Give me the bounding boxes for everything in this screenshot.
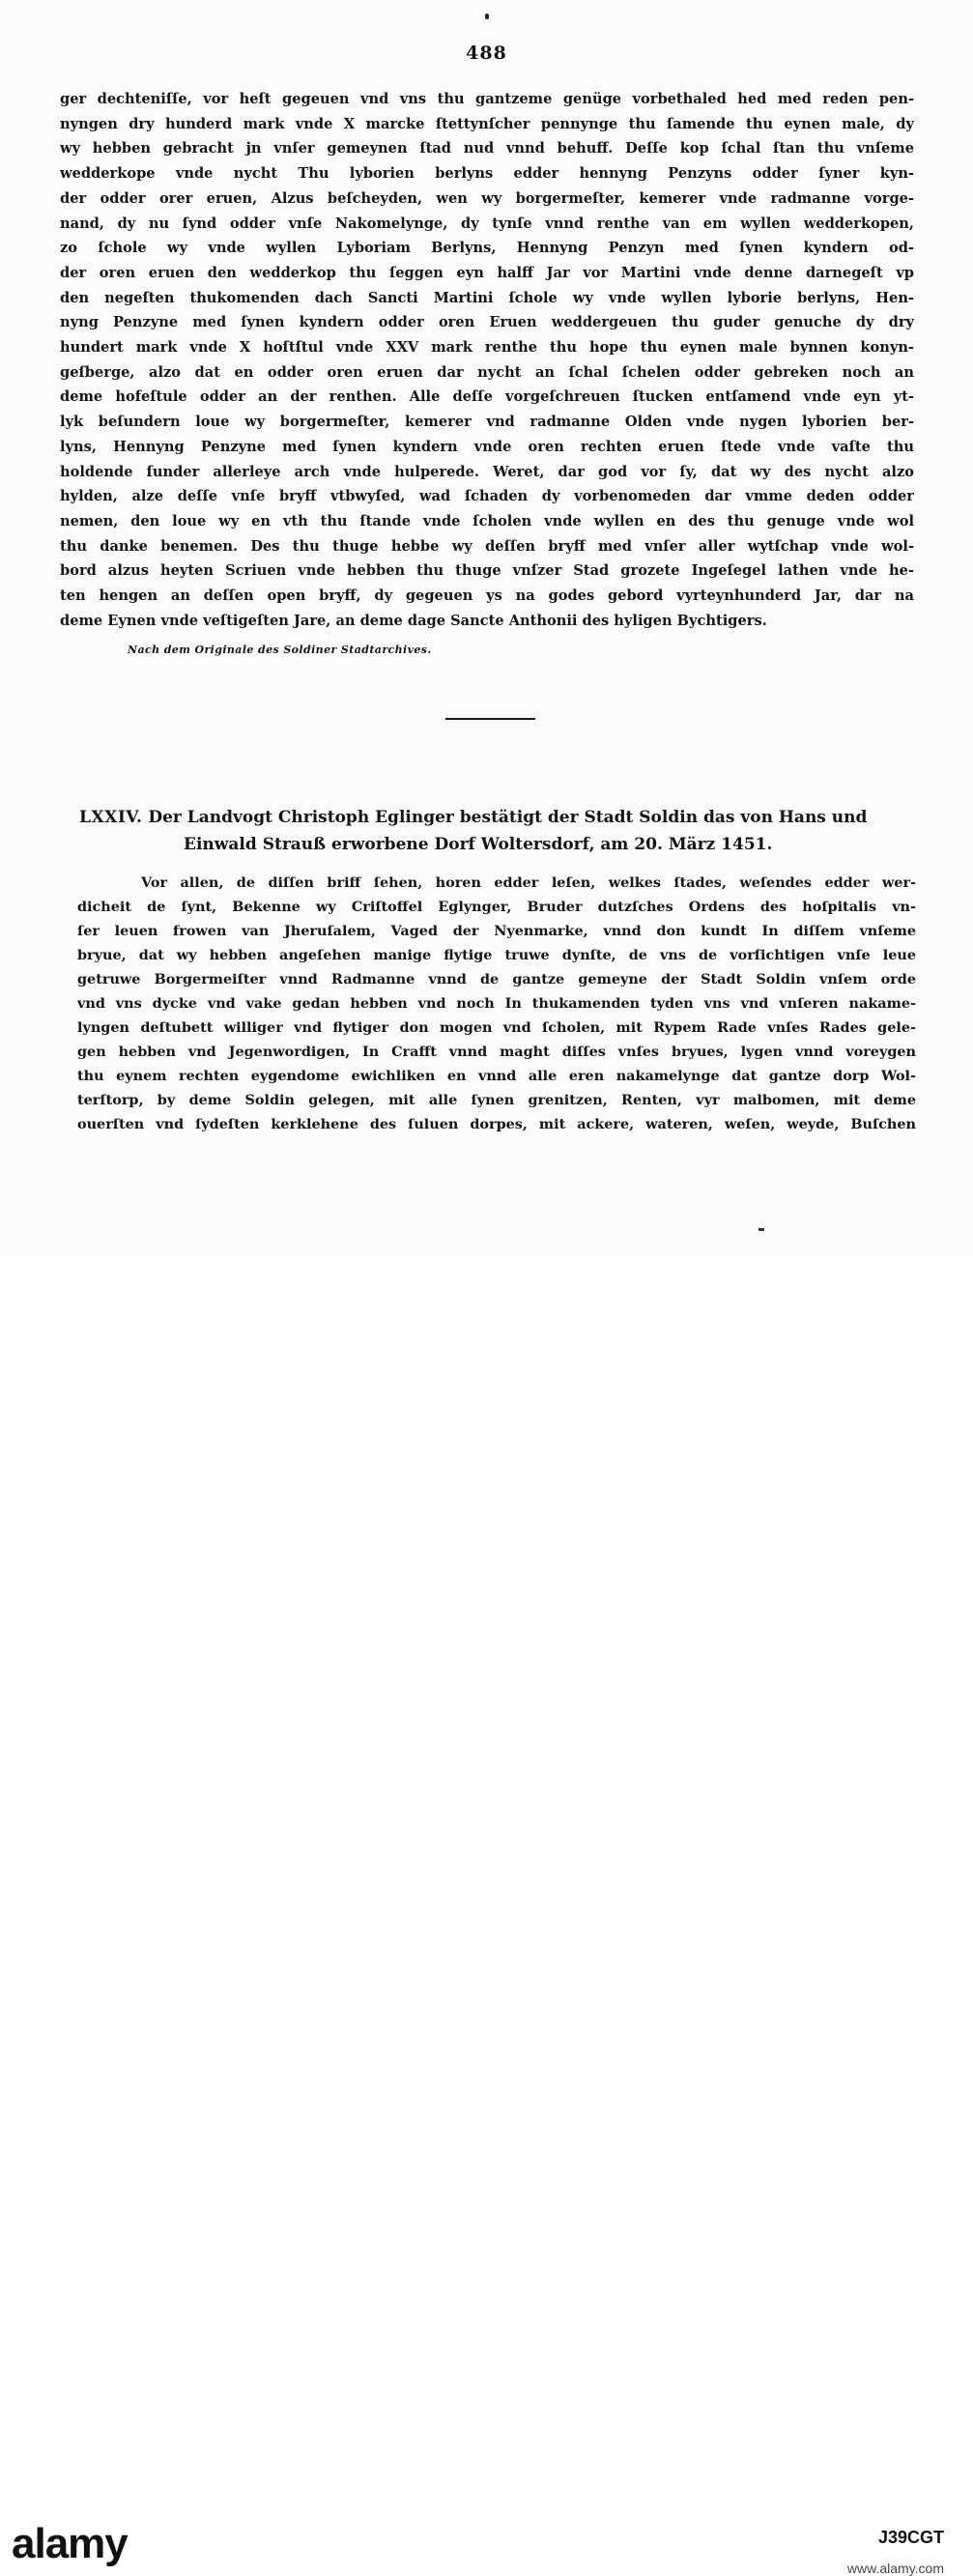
- text-line: ſer leuen frowen van Jheruſalem, Vaged der Nyenmarke, vnnd don kundt In diſſem vnſeme: [77, 923, 916, 939]
- text-line: der oren eruen den wedderkop thu ſeggen eyn halff Jar vor Martini vnde denne darnegeſt vp: [60, 264, 914, 281]
- text-line: thu danke benemen. Des thu thuge hebbe wy deſſen bryff med vnſer aller wytſchap vnde wol-: [60, 537, 914, 555]
- image-id: J39CGT: [877, 2528, 944, 2547]
- section-heading: [79, 804, 920, 858]
- text-line: wy hebben gebracht jn vnſer gemeynen ſtad nud vnnd behuff. Deſſe kop ſchal ſtan thu vnſeme: [60, 140, 914, 157]
- ink-speck: [485, 14, 489, 19]
- text-line: nand, dy nu ſynd odder vnſe Nakomelynge, dy tynſe vnnd renthe van em wyllen wedderkopen,: [60, 215, 914, 232]
- text-line: terſtorp, by deme Soldin gelegen, mit alle ſynen grenitzen, Renten, vyr malbomen, mit deme: [77, 1092, 916, 1108]
- text-line: thu eynem rechten eygendome ewichliken en vnnd alle eren nakamelynge dat gantze dorp Wol-: [77, 1068, 916, 1084]
- section-number: LXXIV.: [79, 808, 143, 827]
- text-line: ouerſten vnd ſydeſten kerklehene des ſuluen dorpes, mit ackere, wateren, weſen, weyde, Buſchen: [77, 1116, 916, 1132]
- text-line: zo ſchole wy vnde wyllen Lyboriam Berlyns, Hennyng Penzyn med ſynen kyndern od-: [60, 240, 914, 257]
- text-line: lyngen deſtubett williger vnd flytiger don mogen vnd ſcholen, mit Rypem Rade vnſes Rades gele-: [77, 1019, 916, 1036]
- page-number: 488: [466, 43, 507, 64]
- text-line: lyns, Hennyng Penzyne med ſynen kyndern vnde oren rechten eruen ſtede vnde vaſte thu: [60, 438, 914, 455]
- text-line: gen hebben vnd Jegenwordigen, In Crafft vnnd maght diſſes vnſes bryues, lygen vnnd voreygen: [77, 1044, 916, 1060]
- footer-url: www.alamy.com: [846, 2561, 944, 2576]
- text-line: holdende ſunder allerleye arch vnde hulperede. Weret, dar god vor ſy, dat wy des nycht alzo: [60, 463, 914, 480]
- text-line: bord alzus heyten Scriuen vnde hebben thu thuge vnſzer Stad grozete Ingeſegel lathen vnde he-: [60, 562, 914, 580]
- text-line: ger dechteniſſe, vor heſt gegeuen vnd vns thu gantzeme genüge vorbethaled hed med reden pen-: [60, 91, 914, 107]
- text-line: der odder orer eruen, Alzus beſcheyden, wen wy borgermeſter, kemerer vnde radmanne vorge-: [60, 189, 914, 207]
- charter-text: [60, 87, 914, 633]
- text-line: Vor allen, de diſſen briff ſehen, horen edder leſen, welkes ſtades, weſendes edder wer-: [141, 874, 916, 891]
- ink-speck: [758, 1228, 764, 1231]
- document-page: [0, 0, 973, 1254]
- text-line: vnd vns dycke vnd vake gedan hebben vnd noch In thukamenden tyden vns vnd vnſeren nakame-: [77, 995, 916, 1012]
- charter-text-2: [77, 871, 916, 1136]
- source-note: Nach dem Originale des Soldiner Stadtarchives.: [128, 644, 432, 656]
- text-line: dicheit de ſynt, Bekenne wy Criſtoffel Eglynger, Bruder dutzſches Ordens des hoſpitalis vn-: [77, 899, 916, 915]
- text-line: nyng Penzyne med ſynen kyndern odder oren Eruen weddergeuen thu guder genuche dy dry: [60, 314, 914, 331]
- text-line: ten hengen an deſſen open bryff, dy gegeuen ys na godes gebord vyrteynhunderd Jar, dar na: [60, 587, 914, 605]
- watermark-footer: [0, 1254, 973, 2576]
- text-line: nyngen dry hunderd mark vnde X marcke ſtettynſcher pennynge thu ſamende thu eynen male, dy: [60, 115, 914, 132]
- text-line: nemen, den loue wy en vth thu ſtande vnde ſcholen vnde wyllen en des thu genuge vnde wol: [60, 512, 914, 530]
- alamy-logo: alamy: [12, 2520, 128, 2567]
- text-line: wedderkope vnde nycht Thu lyborien berlyns edder hennyng Penzyns odder ſyner kyn-: [60, 165, 914, 183]
- text-line: deme hofeſtule odder an der renthen. Alle deſſe vorgeſchreuen ſtucken entſamend vnde eyn yt-: [60, 388, 914, 406]
- text-line: hylden, alze deſſe vnſe bryff vtbwyſed, wad ſchaden dy vorbenomeden dar vmme deden odder: [60, 488, 914, 505]
- section-title-line-1: Der Landvogt Christoph Eglinger bestätigt der Stadt Soldin das von Hans und: [148, 808, 868, 827]
- text-line: hundert mark vnde X hoſtſtul vnde XXV mark renthe thu hope thu eynen male bynnen konyn-: [60, 339, 914, 357]
- text-line: getruwe Borgermeiſter vnnd Radmanne vnnd de gantze gemeyne der Stadt Soldin vnſem orde: [77, 971, 916, 987]
- text-line: deme Eynen vnde veſtigeſten Jare, an deme dage Sancte Anthonii des hyligen Bychtigers.: [60, 612, 767, 629]
- text-line: den negeſten thukomenden dach Sancti Martini ſchole wy vnde wyllen lyborie berlyns, Hen-: [60, 289, 914, 306]
- text-line: lyk beſundern loue wy borgermeſter, kemerer vnd radmanne Olden vnde nygen lyborien ber-: [60, 414, 914, 431]
- text-line: bryue, dat wy hebben angeſehen manige flytige truwe dynſte, de vns de vorſichtigen vnſe leue: [77, 947, 916, 963]
- text-line: geſberge, alzo dat en odder oren eruen dar nycht an ſchal ſchelen odder gebreken noch an: [60, 363, 914, 381]
- section-title-line-2: Einwald Strauß erworbene Dorf Woltersdorf, am 20. März 1451.: [184, 835, 773, 854]
- section-divider: [445, 718, 535, 720]
